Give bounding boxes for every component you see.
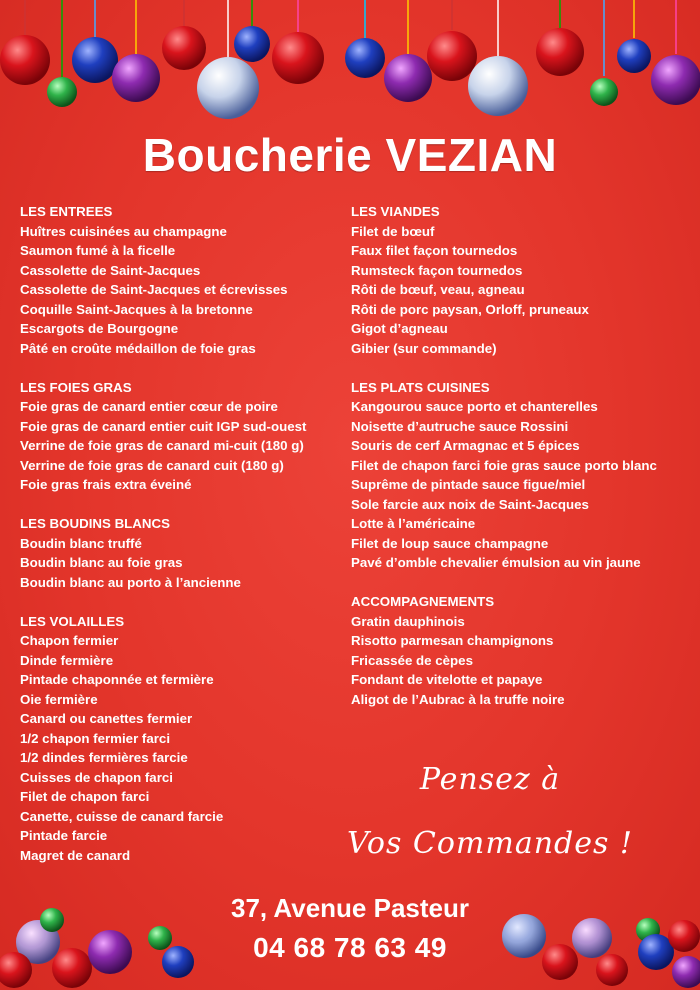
shop-phone: 04 68 78 63 49 <box>253 932 447 963</box>
menu-item: Verrine de foie gras de canard mi-cuit (180 g) <box>20 438 304 453</box>
menu-item: Pintade chaponnée et fermière <box>20 672 214 687</box>
menu-item: Pâté en croûte médaillon de foie gras <box>20 340 256 356</box>
section-heading: LES VIANDES <box>351 204 440 219</box>
menu-item: Filet de loup sauce champagne <box>351 535 549 551</box>
reminder-line-2: Vos Commandes ! <box>347 826 633 861</box>
menu-item: Rôti de bœuf, veau, agneau <box>351 282 525 297</box>
menu-item: Rôti de porc paysan, Orloff, pruneaux <box>351 301 589 317</box>
menu-item: Boudin blanc au porto à l’ancienne <box>20 574 241 590</box>
menu-item: Lotte à l’américaine <box>351 516 476 531</box>
menu-item: Cuisses de chapon farci <box>20 769 173 785</box>
menu-item: Gigot d’agneau <box>351 321 448 336</box>
menu-item: Fricassée de cèpes <box>351 652 473 668</box>
menu-item: Boudin blanc truffé <box>20 535 142 551</box>
menu-item: Cassolette de Saint-Jacques et écrevisses <box>20 282 288 297</box>
menu-item: Cassolette de Saint-Jacques <box>20 262 201 278</box>
menu-item: Gibier (sur commande) <box>351 340 497 356</box>
section-heading: ACCOMPAGNEMENTS <box>351 594 495 609</box>
menu-section <box>20 612 350 866</box>
menu-item: Dinde fermière <box>20 652 114 668</box>
menu-item: Chapon fermier <box>20 633 119 648</box>
menu-section <box>20 514 350 592</box>
menu-item: Pavé d’omble chevalier émulsion au vin jaune <box>351 555 641 570</box>
menu-item: Fondant de vitelotte et papaye <box>351 672 543 687</box>
section-heading: LES VOLAILLES <box>20 613 125 629</box>
menu-section <box>351 378 696 573</box>
section-heading: LES ENTREES <box>20 204 113 219</box>
menu-item: Magret de canard <box>20 847 131 863</box>
section-heading: LES BOUDINS BLANCS <box>20 516 170 531</box>
section-heading: LES FOIES GRAS <box>20 379 132 395</box>
menu-item: Kangourou sauce porto et chanterelles <box>351 399 598 414</box>
menu-item: Aligot de l’Aubrac à la truffe noire <box>351 691 565 707</box>
shop-title: Boucherie VEZIAN <box>142 129 558 181</box>
menu-item: Rumsteck façon tournedos <box>351 262 523 278</box>
reminder-line-1: Pensez à <box>419 762 561 797</box>
menu-item: Foie gras de canard entier cœur de poire <box>20 399 278 414</box>
menu-column-left <box>20 202 350 885</box>
menu-item: Suprême de pintade sauce figue/miel <box>351 477 586 492</box>
menu-item: Filet de chapon farci foie gras sauce porto blanc <box>351 457 657 473</box>
menu-item: Noisette d’autruche sauce Rossini <box>351 418 569 434</box>
menu-section <box>351 592 696 709</box>
menu-item: Canard ou canettes fermier <box>20 711 193 726</box>
menu-item: Saumon fumé à la ficelle <box>20 243 176 258</box>
menu-item: Boudin blanc au foie gras <box>20 555 183 570</box>
menu-item: Pintade farcie <box>20 828 108 843</box>
menu-item: Canette, cuisse de canard farcie <box>20 808 224 824</box>
menu-item: Coquille Saint-Jacques à la bretonne <box>20 301 253 317</box>
menu-section <box>351 202 696 358</box>
menu-item: Filet de chapon farci <box>20 789 150 804</box>
menu-item: Huîtres cuisinées au champagne <box>20 223 227 239</box>
menu-column-right <box>351 202 696 729</box>
menu-item: Foie gras frais extra éveiné <box>20 477 192 492</box>
menu-item: Filet de bœuf <box>351 223 435 239</box>
menu-item: 1/2 chapon fermier farci <box>20 730 171 746</box>
menu-item: Foie gras de canard entier cuit IGP sud-ouest <box>20 418 307 434</box>
menu-item: Escargots de Bourgogne <box>20 321 179 336</box>
menu-item: Faux filet façon tournedos <box>351 243 518 258</box>
menu-item: Verrine de foie gras de canard cuit (180 g) <box>20 457 284 473</box>
menu-section <box>20 378 350 495</box>
menu-item: Gratin dauphinois <box>351 613 465 629</box>
shop-address: 37, Avenue Pasteur <box>231 893 469 923</box>
section-heading: LES PLATS CUISINES <box>351 379 490 395</box>
menu-item: Sole farcie aux noix de Saint-Jacques <box>351 496 589 512</box>
menu-item: Oie fermière <box>20 691 98 707</box>
menu-item: Risotto parmesan champignons <box>351 633 554 648</box>
menu-section <box>20 202 350 358</box>
menu-item: 1/2 dindes fermières farcie <box>20 750 188 765</box>
menu-item: Souris de cerf Armagnac et 5 épices <box>351 438 580 453</box>
